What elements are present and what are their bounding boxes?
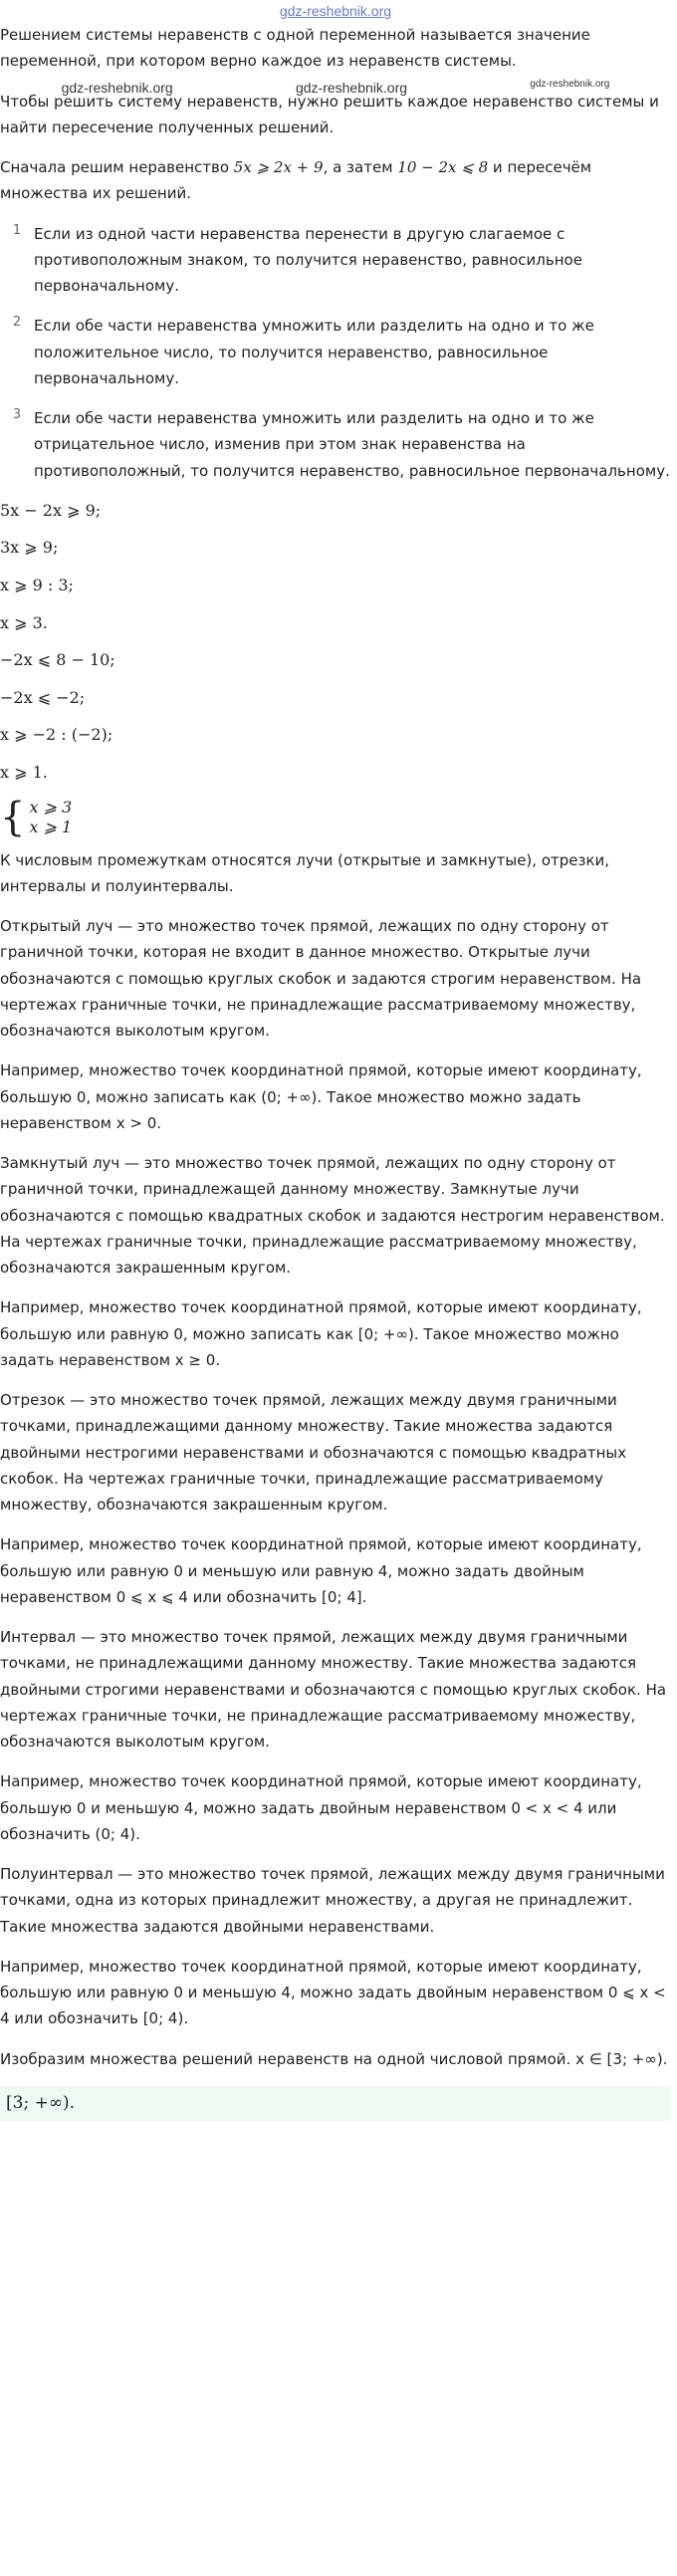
rule-number: 1 (12, 222, 22, 238)
system-brace: { (0, 794, 26, 840)
rule-text: Если обе части неравенства умножить или разделить на одно и то же положительное число, то получится неравенство, равносильное первоначальному. (34, 317, 594, 387)
theory-paragraph: Полуинтервал — это множество точек прямой, лежащих между двумя граничными точками, одна из которых принадлежит множеству, а другая не принадлежит. Такие множества задаются двойными неравенствами. (0, 1865, 665, 1936)
plan-middle: , а затем (323, 158, 393, 176)
solution-step: 3x ⩾ 9; (0, 538, 59, 558)
site-header-link[interactable]: gdz-reshebnik.org (279, 3, 392, 19)
solution-step: x ⩾ 1. (0, 762, 48, 782)
answer-box: [3; +∞). (0, 2086, 671, 2121)
plan-inequality-1: 5x ⩾ 2x + 9 (233, 158, 324, 176)
inequality-system (0, 794, 671, 840)
solution-page: gdz-reshebnik.org Решением системы неравенств с одной переменной называется значение переменной, при котором верно каждое из неравенств системы. gdz-reshebnik.org gdz-reshebnik.org gdz-reshebnik.org Чтобы решить систему неравенств, нужно решить каждое неравенство системы и найти пересечение полученных решений. Сначала решим неравенство 5x ⩾ 2x + 9, а затем 10 − 2x ⩽ 8 и пересечём множества их решений. 1 Если из одной части неравенства перенести в другую слагаемое с противоположным знаком, то получится неравенство, равносильное первоначальному. 2 Если обе части неравенства умножить или разделить на одно и то же положительное число, то получится неравенство, равносильное первоначальному. 3 Если обе части неравенства умножить или разделить на одно и то же отрицательное число, изменив при этом знак неравенства на противоположный, то получится неравенство, равносильное первоначальному. 5x − 2x ⩾ 9; 3x ⩾ 9; x ⩾ 9 : 3; x ⩾ 3. −2x ⩽ 8 − 10; −2x ⩽ −2; x ⩾ −2 : (−2); x ⩾ 1. { x ⩾ 3 x ⩾ 1 К числовым промежуткам относятся лучи (открытые и замкнутые), отрезки, интервалы и полуинтервалы. Открытый луч — это множество точек прямой, лежащих по одну сторону от граничной точки, которая не входит в данное множество. Открытые лучи обозначаются с помощью круглых скобок и задаются строгим неравенством. На чертежах граничные точки, не принадлежащие рассматриваемому множеству, обозначаются выколотым кругом. Например, множество точек координатной прямой, которые имеют координату, большую 0, можно записать как (0; +∞). Такое множество можно задать неравенством x > 0. Замкнутый луч — это множество точек прямой, лежащих по одну сторону от граничной точки, принадлежащей данному множеству. Замкнутые лучи обозначаются с помощью квадратных скобок и задаются нестрогим неравенством. На чертежах граничные точки, принадлежащие рассматриваемому множеству, обозначаются закрашенным кругом. Например, множество точек координатной прямой, которые имеют координату, большую или равную 0, можно записать как [0; +∞). Такое множество можно задать неравенством x ≥ 0. Отрезок — это множество точек прямой, лежащих между двумя граничными точками, принадлежащими данному множеству. Такие множества задаются двойными нестрогими неравенствами и обозначаются с помощью квадратных скобок. На чертежах граничные точки, принадлежащие рассматриваемому множеству, обозначаются закрашенным кругом. Например, множество точек координатной прямой, которые имеют координату, большую или равную 0 и меньшую или равную 4, можно задать двойным неравенством 0 ⩽ x ⩽ 4 или обозначить [0; 4]. Интервал — это множество точек прямой, лежащих между двумя граничными точками, не принадлежащими данному множеству. Такие множества задаются двойными строгими неравенствами и обозначаются с помощью круглых скобок. На чертежах граничные точки, не принадлежащие рассматриваемому множеству, обозначаются выколотым кругом. Например, множество точек координатной прямой, которые имеют координату, большую 0 и меньшую 4, можно задать двойным неравенством 0 < x < 4 или обозначить (0; 4). Полуинтервал — это множество точек прямой, лежащих между двумя граничными точками, одна из которых принадлежит множеству, а другая не принадлежит. Такие множества задаются двойными неравенствами. Например, множество точек координатной прямой, которые имеют координату, большую или равную 0 и меньшую 4, можно задать двойным неравенством 0 ⩽ x < 4 или обозначить [0; 4). Изобразим множества решений неравенств на одной числовой прямой. x ∈ [3; +∞). [3; +∞). (0, 0, 677, 2121)
rule-item (0, 313, 671, 391)
solution-step: x ⩾ 3. (0, 612, 48, 632)
theory-paragraph: Например, множество точек координатной прямой, которые имеют координату, большую 0 и меньшую 4, можно задать двойным неравенством 0 < x < 4 или обозначить (0; 4). (0, 1772, 642, 1843)
theory-paragraph: К числовым промежуткам относятся лучи (открытые и замкнутые), отрезки, интервалы и полуинтервалы. (0, 850, 610, 895)
theory-paragraph: Отрезок — это множество точек прямой, лежащих между двумя граничными точками, принадлежащими данному множеству. Такие множества задаются двойными нестрогими неравенствами и обозначаются с помощью квадратных скобок. На чертежах граничные точки, принадлежащие рассматриваемому множеству, обозначаются закрашенным кругом. (0, 1391, 627, 1514)
system-line-2: x ⩾ 1 (29, 817, 73, 836)
plan-suffix: и пересечём множества их решений. (0, 158, 592, 203)
theory-paragraph: Например, множество точек координатной прямой, которые имеют координату, большую или равную 0 и меньшую 4, можно задать двойным неравенством 0 ⩽ x < 4 или обозначить [0; 4). (0, 1957, 666, 2028)
rule-text: Если из одной части неравенства перенести в другую слагаемое с противоположным знаком, то получится неравенство, равносильное первоначальному. (34, 224, 582, 295)
plan-inequality-2: 10 − 2x ⩽ 8 (397, 158, 489, 176)
theory-paragraph: Например, множество точек координатной прямой, которые имеют координату, большую или равную 0, можно записать как [0; +∞). Такое множество можно задать неравенством x ≥ 0. (0, 1298, 642, 1369)
solution-step: x ⩾ 9 : 3; (0, 575, 74, 594)
theory-paragraph: Интервал — это множество точек прямой, лежащих между двумя граничными точками, не принадлежащими данному множеству. Такие множества задаются двойными строгими неравенствами и обозначаются с помощью круглых скобок. На чертежах граничные точки, не принадлежащие рассматриваемому множеству, обозначаются выколотым кругом. (0, 1628, 667, 1751)
plan-prefix: Сначала решим неравенство (0, 158, 230, 176)
rule-item (0, 405, 671, 484)
theory-paragraph: Замкнутый луч — это множество точек прямой, лежащих по одну сторону от граничной точки, принадлежащей данному множеству. Замкнутые лучи обозначаются с помощью квадратных скобок и задаются нестрогим неравенством. На чертежах граничные точки, принадлежащие рассматриваемому множеству, обозначаются закрашенным кругом. (0, 1154, 665, 1277)
intro-method: Чтобы решить систему неравенств, нужно решить каждое неравенство системы и найти пересечение полученных решений. (0, 92, 659, 136)
rule-number: 2 (12, 315, 22, 331)
theory-paragraph: Например, множество точек координатной прямой, которые имеют координату, большую или равную 0 и меньшую или равную 4, можно задать двойным неравенством 0 ⩽ x ⩽ 4 или обозначить [0; 4]. (0, 1535, 642, 1606)
system-lines (29, 798, 72, 835)
solution-step: 5x − 2x ⩾ 9; (0, 500, 102, 520)
intro-definition: Решением системы неравенств с одной переменной называется значение переменной, при котором верно каждое из неравенств системы. (0, 26, 590, 71)
rule-number: 3 (12, 407, 22, 422)
solution-step: x ⩾ −2 : (−2); (0, 725, 113, 745)
theory-paragraph: Например, множество точек координатной прямой, которые имеют координату, большую 0, можно записать как (0; +∞). Такое множество можно задать неравенством x > 0. (0, 1061, 642, 1132)
plan-text (0, 154, 671, 207)
rule-text: Если обе части неравенства умножить или разделить на одно и то же отрицательное число, изменив при этом знак неравенства на противоположный, то получится неравенство, равносильное первоначальному. (34, 409, 670, 480)
rule-item (0, 221, 671, 300)
theory-paragraph: Открытый луч — это множество точек прямой, лежащих по одну сторону от граничной точки, которая не входит в данное множество. Открытые лучи обозначаются с помощью круглых скобок и задаются строгим неравенством. На чертежах граничные точки, не принадлежащие рассматриваемому множеству, обозначаются выколотым кругом. (0, 917, 642, 1040)
solution-step: −2x ⩽ 8 − 10; (0, 650, 115, 670)
system-line-1: x ⩾ 3 (29, 798, 73, 818)
theory-paragraph: Изобразим множества решений неравенств на одной числовой прямой. x ∈ [3; +∞). (0, 2049, 668, 2068)
solution-step: −2x ⩽ −2; (0, 687, 86, 707)
